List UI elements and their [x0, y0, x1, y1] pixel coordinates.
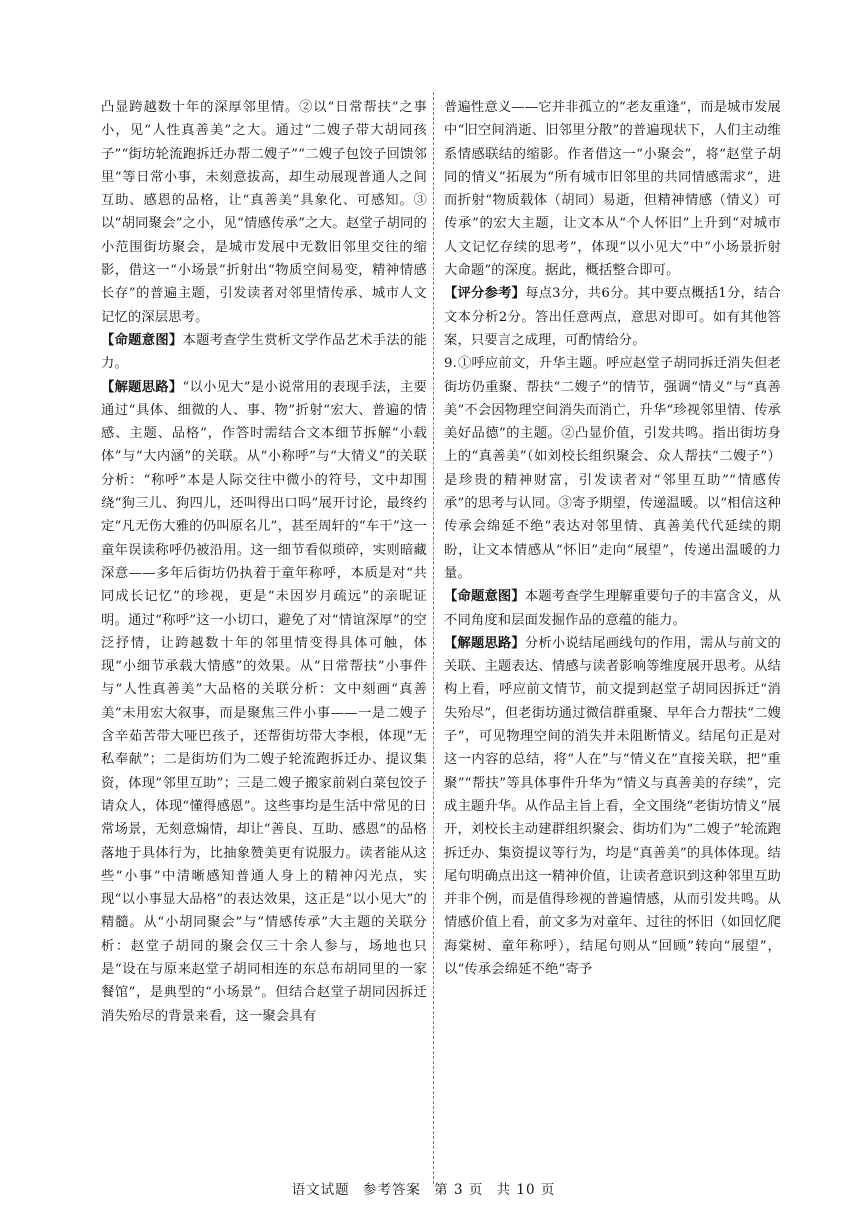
left-approach-paragraph	[101, 376, 427, 1028]
question-9-answer: ①呼应前文，升华主题。呼应赵堂子胡同拆迁消失但老街坊仍重聚、帮扶“二嫂子”的情节，强调“情义”与“真善美”不会因物理空间消失而消亡，升华“珍视邻里情、传承美好品德”的主题。②凸显价值，引发共鸣。指出街坊身上的“真善美”（如刘校长组织聚会、众人帮扶“二嫂子”）是珍贵的精神财富，引发读者对“邻里互助”“情感传承”的思考与认同。③寄予期望，传递温暖。以“相信这种传承会绵延不绝”表达对邻里情、真善美代代延续的期盼，让文本情感从“怀旧”走向“展望”，传递出温暖的力量。	[444, 356, 781, 581]
approach-tag: 【解题思路】	[444, 635, 525, 651]
score-tag: 【评分参考】	[444, 286, 526, 302]
intent-text: 本题考查学生理解重要句子的丰富含义，从不同角度和层面发掘作品的意蕴的能力。	[444, 589, 781, 628]
right-approach-paragraph	[444, 632, 781, 981]
question-number: 9.	[444, 356, 457, 372]
intent-tag: 【命题意图】	[444, 589, 525, 605]
intent-text: 本题考查学生赏析文学作品艺术手法的能力。	[101, 332, 428, 372]
footer-subject: 语文试题	[291, 1182, 350, 1198]
left-intent-paragraph	[101, 329, 427, 376]
approach-text: “以小见大”是小说常用的表现手法，主要通过“具体、细微的人、事、物”折射“宏大、普遍的情感、主题、品格”，作答时需结合文本细节拆解“小载体”与“大内涵”的关联。从“小称呼”与“大情义”的关联分析：“称呼”本是人际交往中微小的符号，文中却围绕“狗三儿、狗四儿，还叫得出口吗”展开讨论，最终约定“凡无伤大雅的仍叫原名儿”，甚至周轩的“车干”这一童年误读称呼仍被沿用。这一细节看似琐碎，实则暗藏深意——多年后街坊仍执着于童年称呼，本质是对“共同成长记忆”的珍视，更是“未因岁月疏远”的亲昵证明。通过“称呼”这一小切口，避免了对“情谊深厚”的空泛抒情，让跨越数十年的邻里情变得具体可触，体现“小细节承载大情感”的效果。从“日常帮扶”小事件与“人性真善美”大品格的关联分析：文中刻画“真善美”未用宏大叙事，而是聚焦三件小事——一是二嫂子含辛茹苦带大哑巴孩子，还帮街坊带大李根，体现“无私奉献”；二是街坊们为二嫂子轮流跑拆迁办、提议集资，体现“邻里互助”；三是二嫂子搬家前剁白菜包饺子请众人，体现“懂得感恩”。这些事均是生活中常见的日常场景，无刻意煽情，却让“善良、互助、感恩”的品格落地于具体行为，比抽象赞美更有说服力。读者能从这些“小事”中清晰感知普通人身上的精神闪光点，实现“以小事显大品格”的表达效果，这正是“以小见大”的精髓。从“小胡同聚会”与“情感传承”大主题的关联分析：赵堂子胡同的聚会仅三十余人参与，场地也只是“设在与原来赵堂子胡同相连的东总布胡同里的一家餐馆”，是典型的“小场景”。但结合赵堂子胡同因拆迁消失殆尽的背景来看，这一聚会具有	[101, 379, 427, 1024]
page-footer	[0, 1178, 847, 1198]
footer-answer: 参考答案	[362, 1182, 421, 1198]
right-paragraph-1: 普遍性意义——它并非孤立的“老友重逢”，而是城市发展中“旧空间消逝、旧邻里分散”的普遍现状下，人们主动维系情感联结的缩影。作者借这一“小聚会”，将“赵堂子胡同的情义”拓展为“所有城市旧邻里的共同情感需求”，进而折射“物质载体（胡同）易逝，但精神情感（情义）可传承”的宏大主题，让文本从“个人怀旧”上升到“对城市人文记忆存续的思考”，体现“以小见大”中“小场景折射大命题”的深度。据此，概括整合即可。	[444, 100, 781, 279]
approach-tag: 【解题思路】	[101, 379, 183, 395]
right-score-paragraph	[444, 282, 781, 352]
approach-text: 分析小说结尾画线句的作用，需从与前文的关联、主题表达、情感与读者影响等维度展开思考。从结构上看，呼应前文情节，前文提到赵堂子胡同因拆迁“消失殆尽”，但老街坊通过微信群重聚、早年合力帮扶“二嫂子”，可见物理空间的消失并未阻断情义。结尾句正是对这一内容的总结，将“人在”与“情义在”直接关联，把“重聚”“帮扶”等具体事件升华为“情义与真善美的存续”，完成主题升华。从作品主旨上看，全文围绕“老街坊情义”展开，刘校长主动建群组织聚会、街坊们为“二嫂子”轮流跑拆迁办、集资提议等行为，均是“真善美”的具体体现。结尾句明确点出这一精神价值，让读者意识到这种邻里互助并非个例，而是值得珍视的普遍情感，从而引发共鸣。从情感价值上看，前文多为对童年、过往的怀旧（如回忆爬海棠树、童年称呼），结尾句则从“回顾”转向“展望”，以“传承会绵延不绝”寄予	[444, 635, 782, 977]
footer-total: 共 10 页	[496, 1182, 556, 1198]
footer-page: 第 3 页	[434, 1182, 484, 1198]
right-column	[444, 96, 781, 981]
left-column	[101, 96, 427, 1028]
question-9-paragraph	[444, 352, 781, 585]
column-divider	[433, 92, 434, 1184]
score-text: 每点3分，共6分。其中要点概括1分，结合文本分析2分。答出任意两点，意思对即可。如有其他答案，只要言之成理，可酌情给分。	[444, 286, 781, 348]
right-intent-paragraph	[444, 585, 781, 632]
intent-tag: 【命题意图】	[101, 332, 183, 348]
left-paragraph-1: 凸显跨越数十年的深厚邻里情。②以“日常帮扶”之事小，见“人性真善美”之大。通过“二嫂子带大胡同孩子”“街坊轮流跑拆迁办帮二嫂子”“二嫂子包饺子回馈邻里”等日常小事，未刻意拔高，却生动展现普通人之间互助、感恩的品格，让“真善美”具象化、可感知。③以“胡同聚会”之小，见“情感传承”之大。赵堂子胡同的小范围街坊聚会，是城市发展中无数旧邻里交往的缩影，借这一“小场景”折射出“物质空间易变，精神情感长存”的普遍主题，引发读者对邻里情传承、城市人文记忆的深层思考。	[101, 100, 427, 325]
